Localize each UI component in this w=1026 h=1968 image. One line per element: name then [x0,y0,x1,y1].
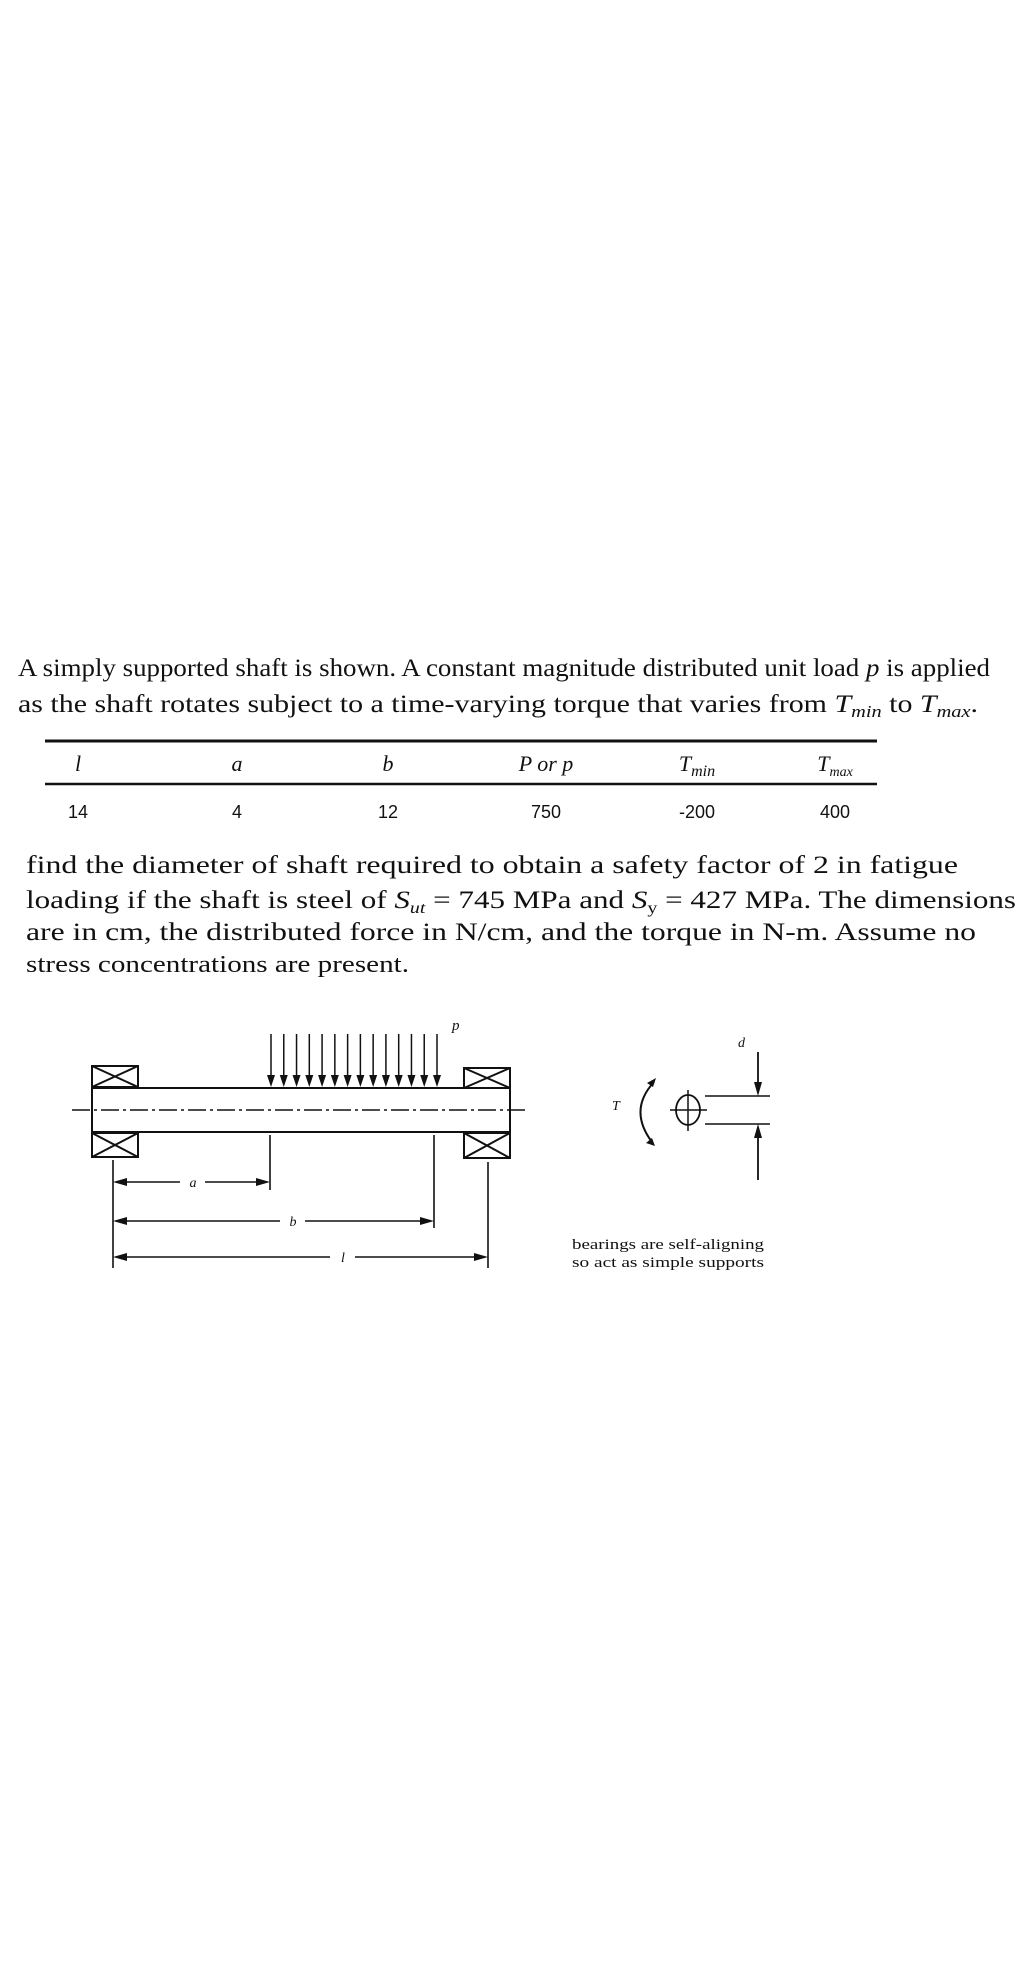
header-l: l [74,751,82,776]
var-S: S [631,887,645,914]
problem-line-3: are in cm, the distributed force in N/cm, and the torque in N-m. Assume no [26,919,976,946]
intro-sub-min: min [851,702,877,721]
intro-text: A simply supported shaft is shown. A constant magnitude distributed unit load [18,655,807,682]
load-arrow-head [344,1075,352,1087]
cell-l: 14 [67,802,89,822]
load-arrow-head [407,1075,415,1087]
problem-line-1: find the diameter of shaft required to obtain a safety factor of 2 in fatigue [26,852,958,879]
intro-line-2 [18,691,978,721]
dimension-lines [113,1135,488,1268]
load-arrow-head [280,1075,288,1087]
table-header-row [75,751,854,780]
header-a: a [231,751,243,776]
dim-l-label: l [341,1251,345,1266]
problem-text: = 427 MPa. The dimensions [657,887,946,914]
problem-line-2 [26,887,1016,917]
intro-text: to [881,691,914,718]
dimension-arrowheads [113,1178,488,1261]
cross-section-diagram [572,1036,770,1271]
var-S: S [394,887,407,914]
load-arrow-head [267,1075,275,1087]
cell-tmax: 400 [819,802,851,822]
cell-tmin: -200 [678,802,716,822]
problem-line-4: stress concentrations are present. [26,952,410,978]
load-arrow-head [331,1075,339,1087]
intro-text: . [970,691,977,718]
load-label: p [452,1018,460,1034]
load-arrow-head [305,1075,313,1087]
sub-y: y [647,900,656,917]
caption-line-2: so act as simple supports [572,1255,765,1271]
intro-line-1 [18,655,991,682]
dim-b-label: b [289,1215,297,1230]
shaft-diagram [72,1018,526,1268]
dim-a-label: a [189,1176,197,1191]
diameter-arrowheads [754,1082,762,1138]
load-arrow-head [356,1075,364,1087]
cell-p: 750 [530,802,562,822]
caption-line-1: bearings are self-aligning [572,1237,765,1253]
intro-text: as the shaft rotates subject to a time-varying torque that varies from [18,691,700,718]
load-arrow-head [293,1075,301,1087]
intro-var-T: T [919,691,934,718]
sub-ut: ut [409,900,423,917]
header-sub-min: min [691,763,716,780]
load-arrow-head [382,1075,390,1087]
intro-text: is applied [879,655,983,682]
problem-text: = 745 MPa and [425,887,592,914]
load-arrow-head [433,1075,441,1087]
distributed-load-arrows [267,1034,441,1087]
problem-text: loading if the shaft is steel of [26,887,323,914]
header-tmax [817,751,853,780]
load-arrow-head [369,1075,377,1087]
load-arrow-head [420,1075,428,1087]
header-T: T [817,751,830,776]
load-arrow-head [395,1075,403,1087]
intro-sub-max: max [936,702,965,721]
header-b: b [382,751,394,776]
cell-a: 4 [231,802,243,822]
diameter-label: d [738,1036,745,1051]
header-sub-max: max [829,765,853,780]
torque-arrow-icon [640,1082,654,1142]
header-T: T [678,751,692,776]
bearing-icon [92,1066,510,1158]
load-arrow-head [318,1075,326,1087]
table-data-row [68,802,850,822]
header-tmin [679,751,715,780]
intro-var-T: T [834,691,849,718]
header-p: P or p [518,751,574,776]
intro-var-p: p [865,655,879,682]
torque-label: T [612,1099,620,1114]
cell-b: 12 [377,802,399,822]
